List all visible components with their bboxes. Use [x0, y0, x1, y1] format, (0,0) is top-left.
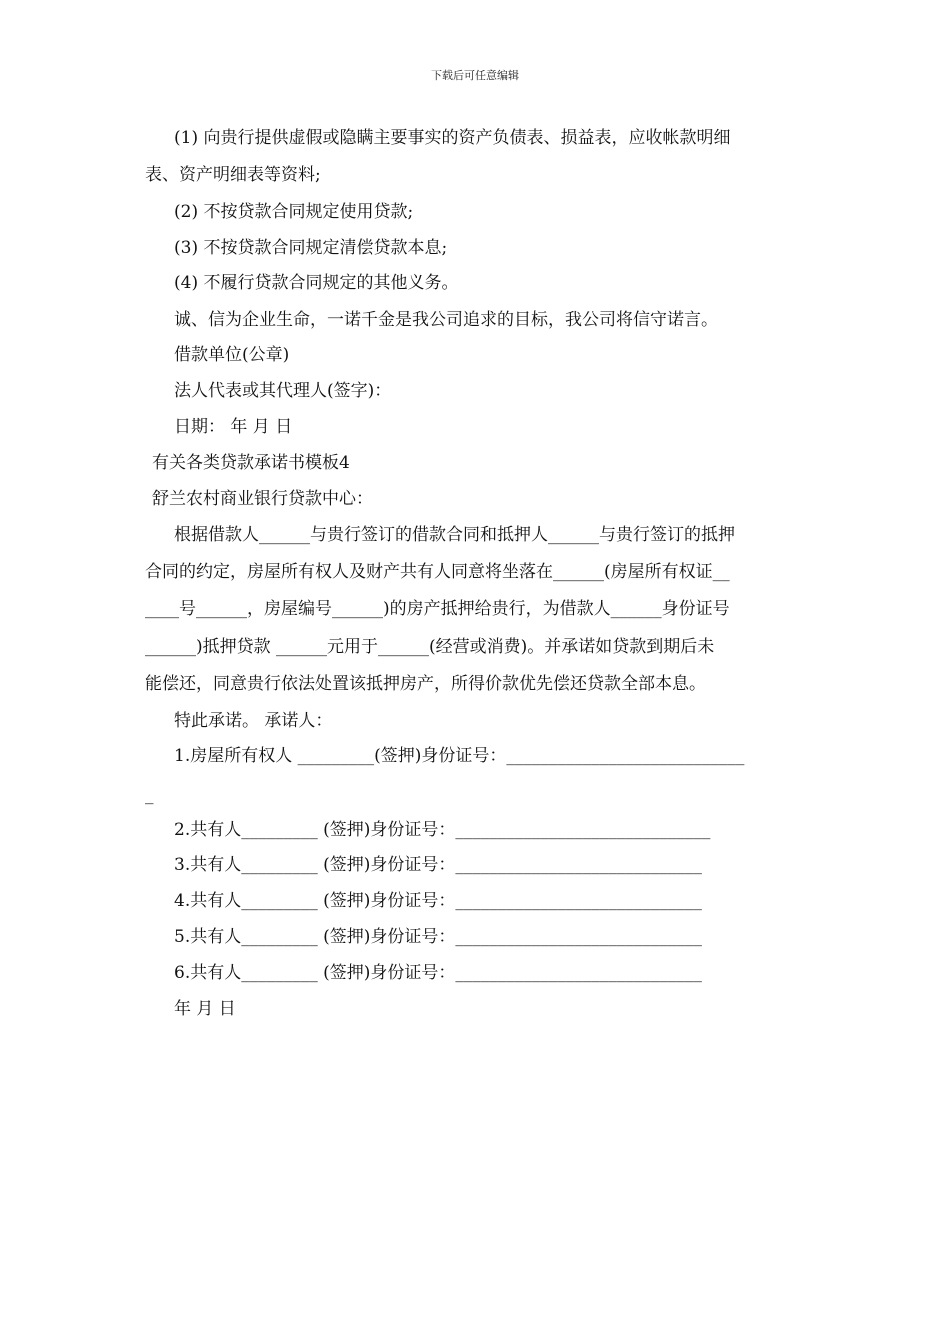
signer-3-co-owner: 3.共有人_________ (签押)身份证号：_____________________________: [174, 855, 702, 875]
borrower-seal: 借款单位(公章): [174, 345, 290, 365]
promisor-label: 特此承诺。 承诺人：: [174, 711, 333, 731]
signer-5-co-owner: 5.共有人_________ (签押)身份证号：_____________________________: [174, 927, 702, 947]
signer-6-co-owner: 6.共有人_________ (签押)身份证号：_____________________________: [174, 963, 702, 983]
signer-2-co-owner: 2.共有人_________ (签押)身份证号：______________________________: [174, 820, 711, 840]
signer-1-owner: 1.房屋所有权人 _________(签押)身份证号：____________________________: [174, 746, 745, 766]
body-line-1: 根据借款人______与贵行签订的借款合同和抵押人______与贵行签订的抵押: [174, 525, 735, 545]
clause-2: (2) 不按贷款合同规定使用贷款;: [174, 202, 414, 222]
section-title: 有关各类贷款承诺书模板4: [152, 453, 350, 473]
addressee: 舒兰农村商业银行贷款中心：: [152, 489, 373, 509]
header-note: 下载后可任意编辑: [431, 69, 519, 82]
closing-date: 年 月 日: [174, 999, 236, 1019]
clause-1-line-2: 表、资产明细表等资料;: [145, 165, 321, 185]
signer-4-co-owner: 4.共有人_________ (签押)身份证号：_____________________________: [174, 891, 702, 911]
commitment-statement: 诚、信为企业生命，一诺千金是我公司追求的目标，我公司将信守诺言。: [174, 310, 718, 330]
clause-3: (3) 不按贷款合同规定清偿贷款本息;: [174, 238, 448, 258]
legal-representative: 法人代表或其代理人(签字)：: [174, 381, 392, 401]
clause-1-line-1: (1) 向贵行提供虚假或隐瞒主要事实的资产负债表、损益表，应收帐款明细: [174, 128, 731, 148]
date-line: 日期： 年 月 日: [174, 417, 293, 437]
clause-4: (4) 不履行贷款合同规定的其他义务。: [174, 273, 459, 293]
body-line-4: ______)抵押贷款 ______元用于______(经营或消费)。并承诺如贷款到期后未: [145, 637, 715, 657]
body-line-5: 能偿还，同意贵行依法处置该抵押房产，所得价款优先偿还贷款全部本息。: [145, 674, 706, 694]
body-line-2: 合同的约定，房屋所有权人及财产共有人同意将坐落在______(房屋所有权证__: [145, 562, 730, 582]
body-line-3: ____号______，房屋编号______)的房产抵押给贵行，为借款人______身份证号: [145, 599, 730, 619]
signer-1-continuation: _: [145, 785, 154, 805]
